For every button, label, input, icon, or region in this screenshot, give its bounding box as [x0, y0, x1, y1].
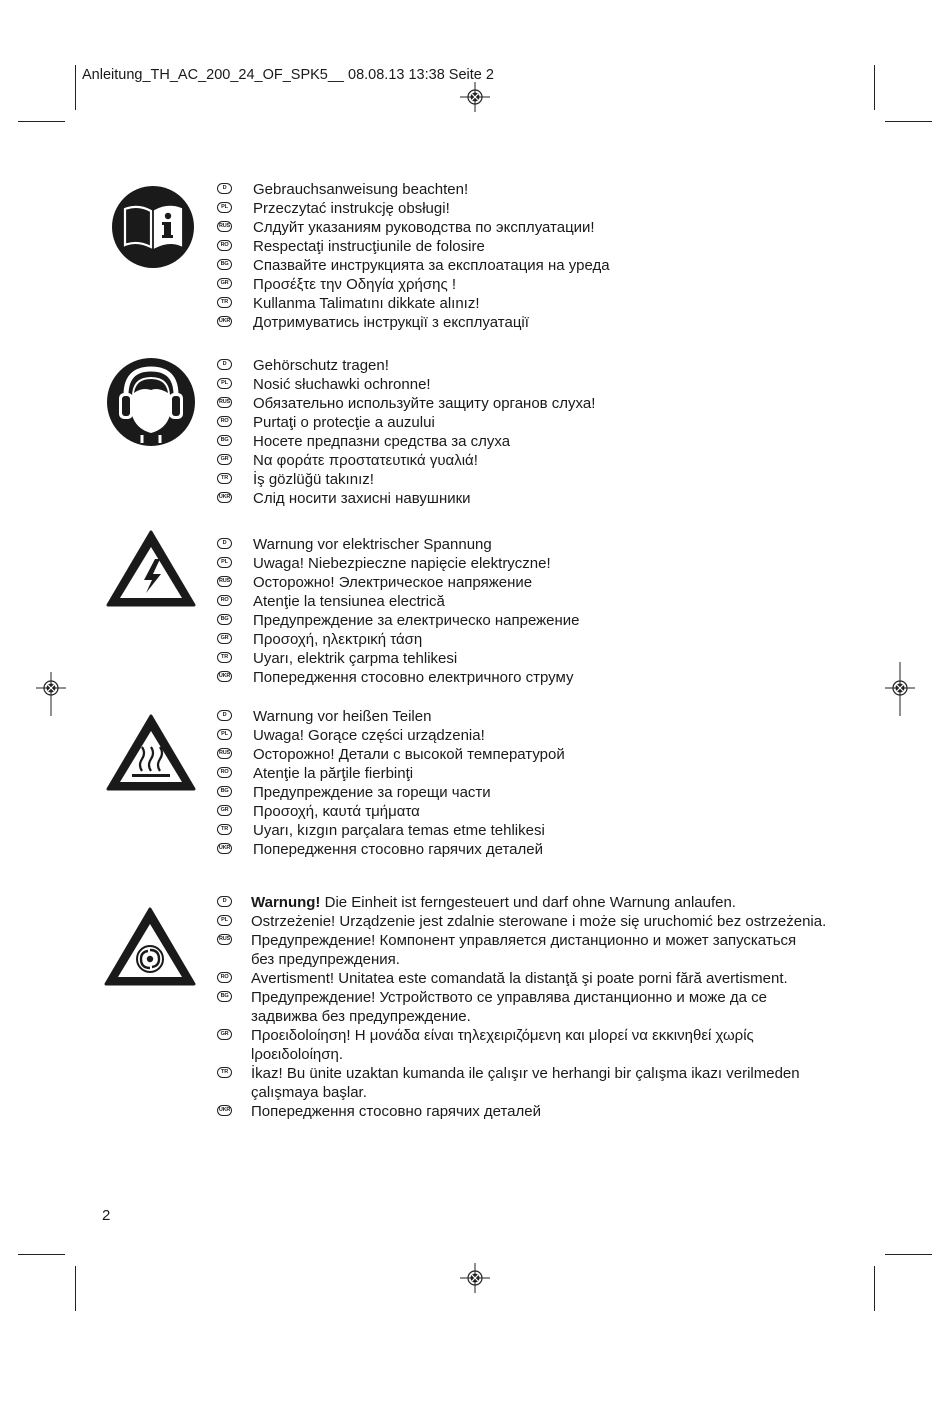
- language-badge: TR: [217, 824, 232, 835]
- list-item: [0, 1026, 754, 1045]
- instruction-text: Να φοράτε προστατευτικά γυαλιά!: [253, 452, 478, 469]
- language-badge: UKR: [217, 492, 232, 503]
- instruction-text: Nosić słuchawki ochronne!: [253, 376, 431, 393]
- list-item: [0, 356, 700, 375]
- instruction-text: Попередження стосовно гарячих деталей: [251, 1103, 542, 1120]
- list-item: [0, 180, 700, 199]
- language-badge: TR: [217, 473, 232, 484]
- instruction-text: Осторожно! Детали с высокой температурой: [253, 746, 565, 763]
- language-badge: GR: [217, 454, 232, 465]
- language-badge: UKR: [217, 1105, 232, 1116]
- list-item: [0, 256, 700, 275]
- list-item: [0, 218, 700, 237]
- instruction-text: çalışmaya başlar.: [251, 1084, 367, 1101]
- instruction-text: Слід носити захисні навушники: [253, 490, 471, 507]
- list-item: [0, 573, 700, 592]
- list-item: [0, 294, 700, 313]
- list-item: [0, 707, 700, 726]
- language-badge: PL: [217, 378, 232, 389]
- instruction-text: Осторожно! Электрическое напряжение: [253, 574, 533, 591]
- list-item: [0, 821, 700, 840]
- language-badge: GR: [217, 805, 232, 816]
- instruction-text: Προσέξτε την Οδηγία χρήσης !: [253, 276, 457, 293]
- instruction-text: İkaz! Bu ünite uzaktan kumanda ile çalışır ve herhangi bir çalışma ikazı verilmeden: [251, 1065, 800, 1082]
- list-item: [0, 470, 700, 489]
- list-item: [0, 554, 700, 573]
- list-item: [0, 726, 700, 745]
- language-badge: RO: [217, 767, 232, 778]
- instruction-text: İş gözlüğü takınız!: [253, 471, 374, 488]
- language-badge: BG: [217, 435, 232, 446]
- instruction-text: Uyarı, kızgın parçalara temas etme tehlikesi: [253, 822, 545, 839]
- list-item: [0, 1102, 700, 1121]
- list-item: [0, 611, 700, 630]
- instruction-text: Avertisment! Unitatea este comandată la distanţă şi poate porni fără avertisment.: [251, 970, 788, 987]
- list-item: [0, 413, 700, 432]
- language-badge: PL: [217, 915, 232, 926]
- instruction-text: Warnung vor heißen Teilen: [253, 708, 432, 725]
- crop-mark: [885, 1254, 932, 1255]
- language-badge: UKR: [217, 843, 232, 854]
- language-badge: RO: [217, 595, 232, 606]
- language-badge: BG: [217, 991, 232, 1002]
- instruction-text: Przeczytać instrukcję obsługi!: [253, 200, 450, 217]
- language-badge: GR: [217, 633, 232, 644]
- registration-mark-icon: [460, 82, 490, 112]
- instruction-text: задвижва без предупреждение.: [251, 1008, 471, 1025]
- language-badge: D: [217, 710, 232, 721]
- language-badge: D: [217, 359, 232, 370]
- instruction-text: Gehörschutz tragen!: [253, 357, 389, 374]
- instruction-text: [251, 893, 736, 912]
- list-item-continuation: [0, 950, 700, 969]
- language-badge: RO: [217, 416, 232, 427]
- list-item-continuation: [0, 1007, 700, 1026]
- language-badge: PL: [217, 202, 232, 213]
- list-item: [0, 275, 700, 294]
- instruction-text: Προσοχή, καυτά τμήματα: [253, 803, 420, 820]
- list-item: [0, 969, 788, 988]
- instruction-text: Носете предпазни средства за слуха: [253, 433, 511, 450]
- list-item: [0, 745, 700, 764]
- language-badge: TR: [217, 297, 232, 308]
- list-item: [0, 489, 700, 508]
- list-item: [0, 1064, 800, 1083]
- instruction-text: Respectaţi instrucţiunile de folosire: [253, 238, 485, 255]
- list-item: [0, 783, 700, 802]
- language-badge: UKR: [217, 316, 232, 327]
- language-badge: GR: [217, 278, 232, 289]
- warning-text: Die Einheit ist ferngesteuert und darf ohne Warnung anlaufen.: [320, 894, 736, 911]
- crop-mark: [75, 1266, 76, 1311]
- instruction-text: Предупреждение! Устройството се управлява дистанционно и може да се: [251, 989, 768, 1006]
- language-badge: BG: [217, 786, 232, 797]
- crop-mark: [874, 65, 875, 110]
- instruction-text: lροειδοloίηση.: [251, 1046, 344, 1063]
- language-badge: BG: [217, 614, 232, 625]
- crop-mark: [18, 1254, 65, 1255]
- instruction-text: Слдуйт указаниям руководства по эксплуатации!: [253, 219, 595, 236]
- instruction-text: Purtaţi o protecţie a auzului: [253, 414, 435, 431]
- language-badge: BG: [217, 259, 232, 270]
- instruction-text: Uwaga! Gorące części urządzenia!: [253, 727, 485, 744]
- instruction-text: Uwaga! Niebezpieczne napięcie elektryczne!: [253, 555, 551, 572]
- instruction-text: Предупреждение за електрическо напрежение: [253, 612, 580, 629]
- language-badge: D: [217, 896, 232, 907]
- list-item: [0, 199, 700, 218]
- language-badge: GR: [217, 1029, 232, 1040]
- instruction-text: Warnung vor elektrischer Spannung: [253, 536, 492, 553]
- language-badge: RUS: [217, 576, 232, 587]
- crop-mark: [885, 121, 932, 122]
- instruction-text: Обязательно используйте защиту органов слуха!: [253, 395, 596, 412]
- list-item: [0, 802, 700, 821]
- warning-label: Warnung!: [251, 894, 321, 911]
- print-job-info: Anleitung_TH_AC_200_24_OF_SPK5__ 08.08.13 13:38 Seite 2: [82, 67, 494, 83]
- language-badge: PL: [217, 557, 232, 568]
- list-item-continuation: [0, 1045, 700, 1064]
- language-badge: RUS: [217, 221, 232, 232]
- language-badge: TR: [217, 1067, 232, 1078]
- registration-mark-icon: [460, 1263, 490, 1293]
- language-badge: UKR: [217, 671, 232, 682]
- list-item: [0, 432, 700, 451]
- page-number: 2: [102, 1207, 111, 1224]
- registration-mark-icon: [885, 662, 915, 716]
- list-item: [0, 649, 700, 668]
- language-badge: RO: [217, 972, 232, 983]
- list-item: [0, 912, 827, 931]
- language-badge: RUS: [217, 397, 232, 408]
- list-item: [0, 394, 700, 413]
- instruction-text: Спазвайте инструкцията за експлоатация на уреда: [253, 257, 610, 274]
- instruction-text: Uyarı, elektrik çarpma tehlikesi: [253, 650, 458, 667]
- crop-mark: [18, 121, 65, 122]
- instruction-text: Ostrzeżenie! Urządzenie jest zdalnie sterowane i może się uruchomić bez ostrzeżenia.: [251, 913, 827, 930]
- list-item-continuation: [0, 1083, 700, 1102]
- language-badge: D: [217, 183, 232, 194]
- crop-mark: [75, 65, 76, 110]
- instruction-text: Προειδοloίηση! Η μονάδα είναι τηλεχειριζόμενη και μlορεί να εκκινηθεί χωρίς: [251, 1027, 754, 1044]
- instruction-text: Предупреждение! Компонент управляется дистанционно и может запускаться: [251, 932, 797, 949]
- crop-mark: [874, 1266, 875, 1311]
- language-badge: PL: [217, 729, 232, 740]
- list-item: [0, 931, 797, 950]
- instruction-text: Προσοχή, ηλεκτρική τάση: [253, 631, 423, 648]
- instruction-text: Предупреждение за горещи части: [253, 784, 491, 801]
- instruction-text: Atenţie la părţile fierbinţi: [253, 765, 414, 782]
- list-item: [0, 592, 700, 611]
- list-item: [0, 375, 700, 394]
- instruction-text: Gebrauchsanweisung beachten!: [253, 181, 469, 198]
- list-item: [0, 668, 700, 687]
- list-item: [0, 840, 700, 859]
- list-item: [0, 630, 700, 649]
- language-badge: RO: [217, 240, 232, 251]
- instruction-text: без предупреждения.: [251, 951, 400, 968]
- instruction-text: Попередження стосовно гарячих деталей: [253, 841, 544, 858]
- instruction-text: Попередження стосовно електричного струму: [253, 669, 574, 686]
- language-badge: D: [217, 538, 232, 549]
- instruction-text: Atenţie la tensiunea electrică: [253, 593, 445, 610]
- list-item: [0, 237, 700, 256]
- language-badge: TR: [217, 652, 232, 663]
- instruction-text: Дотримуватись інструкції з експлуатації: [253, 314, 529, 331]
- list-item: [0, 893, 736, 912]
- list-item: [0, 313, 700, 332]
- list-item: [0, 988, 768, 1007]
- language-badge: RUS: [217, 748, 232, 759]
- list-item: [0, 535, 700, 554]
- language-badge: RUS: [217, 934, 232, 945]
- list-item: [0, 764, 700, 783]
- list-item: [0, 451, 700, 470]
- instruction-text: Kullanma Talimatını dikkate alınız!: [253, 295, 480, 312]
